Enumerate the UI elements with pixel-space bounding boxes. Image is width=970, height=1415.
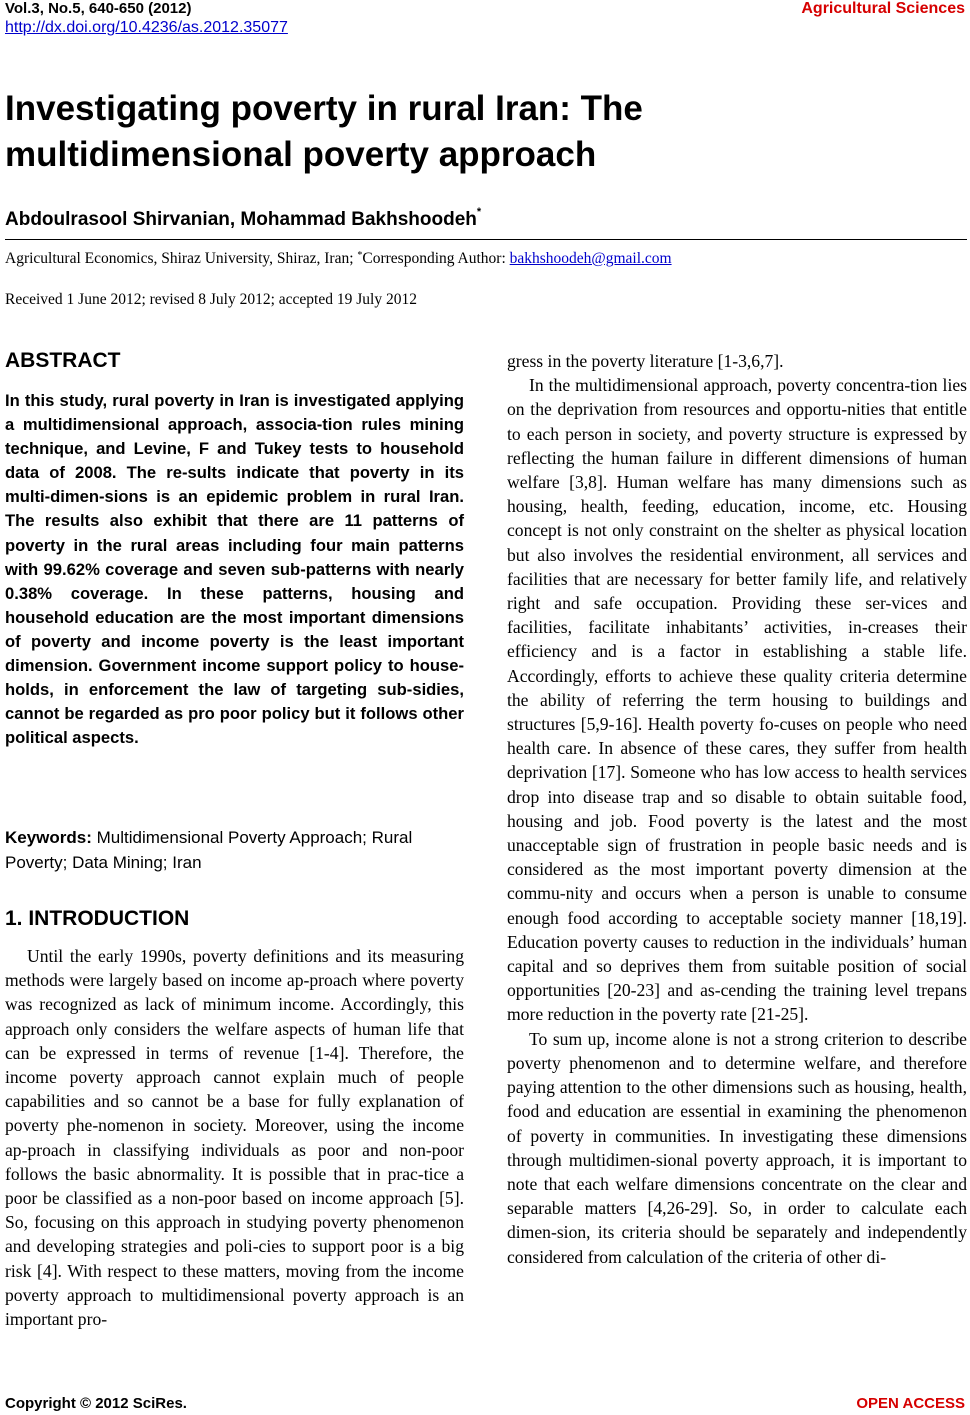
article-title: [5, 86, 905, 178]
keywords: [5, 826, 464, 875]
doi-link[interactable]: http://dx.doi.org/10.4236/as.2012.35077: [5, 19, 288, 36]
abstract-heading: ABSTRACT: [5, 349, 121, 372]
right-column-text: [507, 349, 967, 1269]
intro-paragraph-1: Until the early 1990s, poverty definitions and its measuring methods were largely based on income ap-proach where poverty was recognized as lack of minimum income. Accordingly, this approach only considers the welfare aspects of human life that can be expressed in terms of revenue [1-4]. Therefore, the income poverty approach cannot explain much of people capabilities and so cannot be a base for fully explanation of poverty phe-nomenon in society. Moreover, using the income ap-proach in classifying individuals as poor and non-poor follows the basic abnormality. It is possible that in prac-tice a poor be classified as a non-poor based on income approach [5]. So, focusing on this approach in studying poverty phenomenon and developing strategies and poli-cies to support poor is a big risk [4]. With respect to these matters, moving from the income poverty approach to multidimensional poverty approach is an important pro-: [5, 946, 464, 1330]
corresponding-author-mark: *: [476, 206, 482, 218]
intro-paragraph-3: To sum up, income alone is not a strong criterion to describe poverty phenomenon and to determine welfare, and therefore paying attention to the other dimensions such as housing, health, food and education are essential in examining the phenomenon of poverty in communities. In investigating these dimensions through multidimen-sional poverty approach, it is important to note that each welfare dimensions concentrate on the clear and separable matters [4,26-29]. So, in order to calculate each dimen-sion, its criteria should be separately and independently considered from calculation of the criteria of other di-: [507, 1028, 967, 1267]
keywords-text: Multidimensional Poverty Approach; Rural Poverty; Data Mining; Iran: [5, 828, 413, 872]
copyright-notice: Copyright © 2012 SciRes.: [5, 1395, 187, 1412]
corresponding-mark: *: [357, 250, 363, 261]
left-column-text: [5, 944, 464, 1331]
introduction-heading: 1. INTRODUCTION: [5, 907, 190, 930]
journal-name: Agricultural Sciences: [801, 0, 965, 17]
author-list: [5, 206, 482, 231]
affiliation-text: Agricultural Economics, Shiraz University, Shiraz, Iran;: [5, 250, 358, 267]
journal-volume-info: Vol.3, No.5, 640-650 (2012): [5, 0, 192, 17]
authors-text: Abdoulrasool Shirvanian, Mohammad Bakhshoodeh: [5, 209, 477, 230]
open-access-label: OPEN ACCESS: [856, 1395, 965, 1412]
author-email-link[interactable]: bakhshoodeh@gmail.com: [509, 250, 672, 267]
intro-paragraph-continued: gress in the poverty literature [1-3,6,7].: [507, 351, 784, 371]
corresponding-label: Corresponding Author:: [362, 250, 510, 267]
keywords-label: Keywords:: [5, 828, 92, 847]
abstract-body: In this study, rural poverty in Iran is investigated applying a multidimensional approach, associa-tion rules mining technique, and Levine, F and Tukey tests to household data of 2008. The re-sults indicate that poverty in its multi-dimen-sions is an epidemic problem in rural Iran. The results also exhibit that there are 11 patterns of poverty in the rural areas including four main patterns with 99.62% coverage and seven sub-patterns with nearly 0.38% coverage. In these patterns, housing and household education are the most important dimensions of poverty and income poverty is the least important dimension. Government income support policy to house-holds, in enforcement the law of targeting sub-sidies, cannot be regarded as pro poor policy but it follows other political aspects.: [5, 391, 464, 748]
title-divider: [5, 239, 967, 240]
received-dates: Received 1 June 2012; revised 8 July 2012; accepted 19 July 2012: [5, 291, 417, 308]
intro-paragraph-2: In the multidimensional approach, poverty concentra-tion lies on the deprivation from resources and opportu-nities that entitle to each person in society, and poverty structure is expressed by reflecting the human failure in different dimensions of human welfare [3,8]. Human welfare has many dimensions such as housing, health, feeding, education, income, etc. Housing concept is not only constraint on the shelter as physical location but also involves the residential environment, all services and facilities that are necessary for better family life, and relatively right and safe occupation. Providing these ser-vices and facilities, facilitate inhabitants’ activities, in-creases their efficiency and is a factor in establishing a stable life. Accordingly, efforts to achieve these quality criteria determine the ability of referring the term housing to buildings and structures [5,9-16]. Health poverty fo-cuses on people who need health care. In absence of these cares, they suffer from health deprivation [17]. Someone who has low access to health services drop into disease trap and so disable to obtain suitable food, housing and job. Food poverty is the latest and the most unacceptable sign of frustration in people basic needs and is considered as the most important poverty dimension at the commu-nity and occurs when a person is unable to consume enough food according to acceptable society manner [18,19]. Education poverty causes to reduction in the individuals’ human capital and so deprives them from suitable position of social opportunities [20-23] and as-cending the training level trepans more reduction in the poverty rate [21-25].: [507, 375, 967, 1025]
article-title-line-2: multidimensional poverty approach: [5, 135, 597, 174]
article-title-line-1: Investigating poverty in rural Iran: The: [5, 89, 643, 128]
affiliation: [5, 250, 672, 268]
